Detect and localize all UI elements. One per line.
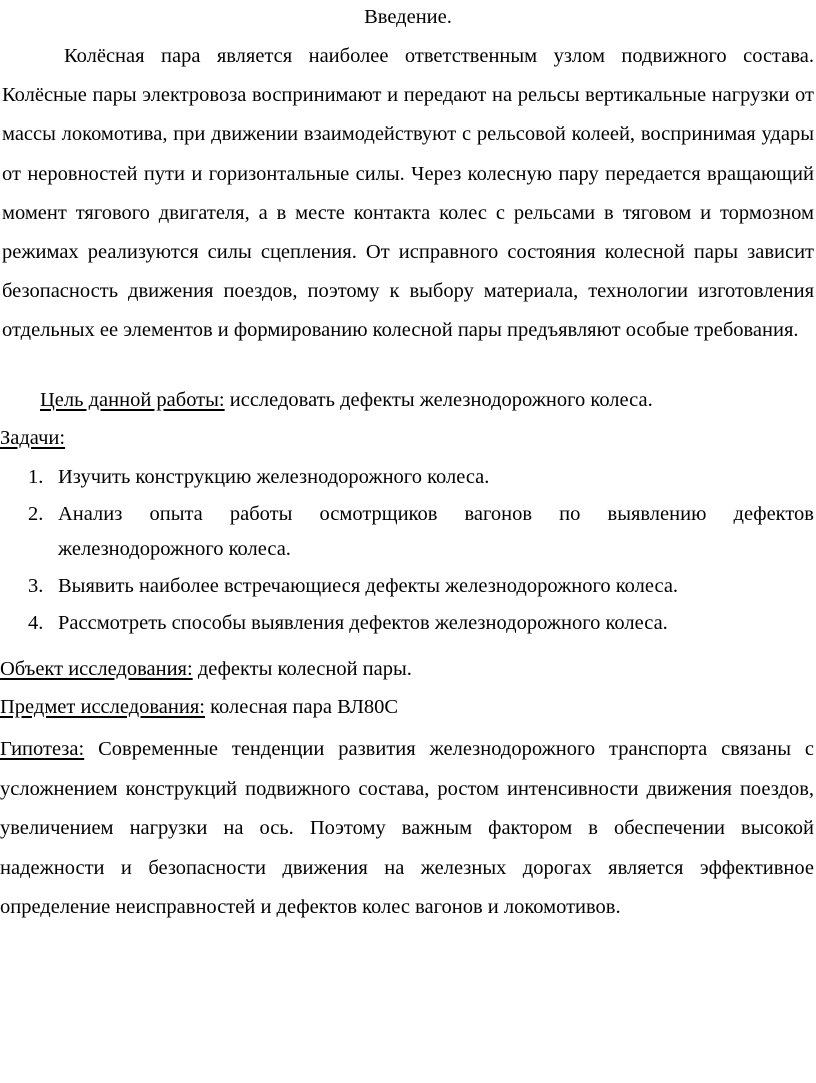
task-text: Выявить наиболее встречающиеся дефекты железнодорожного колеса. [58, 575, 679, 597]
object-label: Объект исследования: [0, 658, 193, 680]
task-item [0, 497, 816, 567]
subject-text: колесная пара ВЛ80С [204, 696, 399, 718]
subject-line [0, 691, 814, 723]
tasks-heading [0, 422, 65, 454]
task-item [0, 460, 816, 495]
task-item [0, 606, 816, 641]
intro-paragraph: Колёсная пара является наиболее ответственным узлом подвижного состава. Колёсные пары электровоза воспринимают и передают на рельсы вертикальные нагрузки от массы локомотива, при движении взаимодействуют с рельсовой колеей, воспринимая удары от неровностей пути и горизонтальные силы. Через колесную пару передается вращающий момент тягового двигателя, а в месте контакта колес с рельсами в тяговом и тормозном режимах реализуются силы сцепления. От исправного состояния колесной пары зависит безопасность движения поездов, поэтому к выбору материала, технологии изготовления отдельных ее элементов и формированию колесной пары предъявляют особые требования. [2, 45, 814, 342]
hypothesis-paragraph [0, 730, 814, 928]
goal-text: исследовать дефекты железнодорожного колеса. [224, 389, 653, 411]
task-list [0, 460, 816, 643]
subject-label: Предмет исследования: [0, 696, 205, 718]
task-number: 3. [28, 575, 44, 597]
hypothesis-text: Современные тенденции развития железнодорожного транспорта связаны с усложнением конструкций подвижного состава, ростом интенсивности движения поездов, увеличением нагрузки на ось. Поэтому важным фактором в обеспечении высокой надежности и безопасности движения на железных дорогах является эффективное определение неисправностей и дефектов колес вагонов и локомотивов. [0, 738, 814, 918]
task-text: Изучить конструкцию железнодорожного колеса. [58, 466, 490, 488]
object-line [0, 653, 814, 685]
task-number: 2. [28, 503, 44, 525]
object-text: дефекты колесной пары. [192, 658, 412, 680]
tasks-label: Задачи: [0, 427, 66, 449]
document-title: Введение. [364, 6, 452, 28]
task-number: 1. [28, 466, 44, 488]
task-text: Анализ опыта работы осмотрщиков вагонов по выявлению дефектов железнодорожного колеса. [58, 503, 814, 560]
hypothesis-label: Гипотеза: [0, 738, 85, 760]
task-item [0, 569, 816, 604]
task-number: 4. [28, 612, 44, 634]
goal-label: Цель данной работы: [40, 389, 225, 411]
task-text: Рассмотреть способы выявления дефектов железнодорожного колеса. [58, 612, 668, 634]
goal-line [40, 384, 810, 416]
